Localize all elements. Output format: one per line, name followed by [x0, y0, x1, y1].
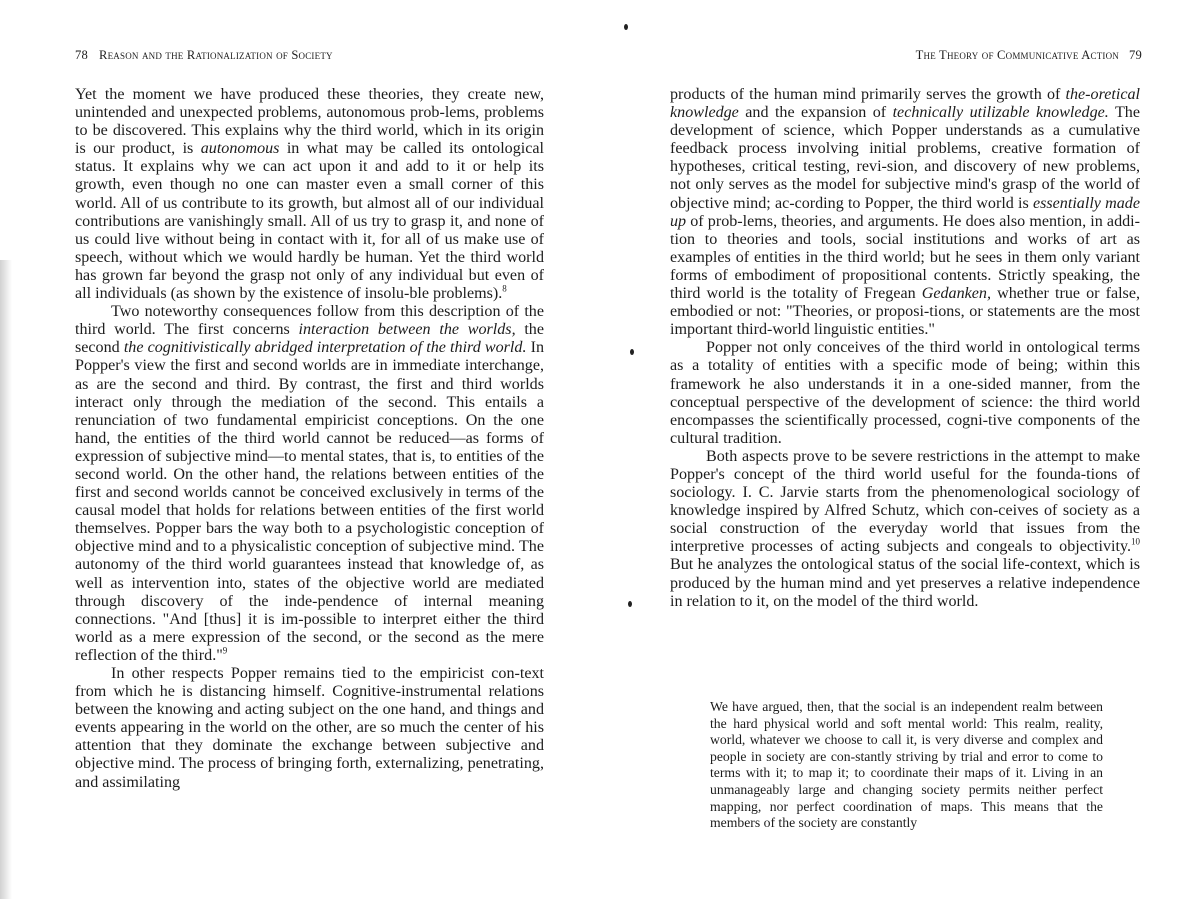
block-quote: We have argued, then, that the social is an independent realm between the hard physical world and soft mental world: This realm, reality, world, whatever we choose to call it, is very diverse and complex and people in society are con-stantly striving by trial and error to come to terms with it; to map it; to coordinate their maps of it. Living in an unmanageably large and changing society permits neither perfect mapping, nor perfect coordination of maps. This means that the members of the society are constantly [710, 699, 1103, 831]
text-run: In other respects Popper remains tied to the empiricist con-text from which he is distancing himself. Cognitive-instrumental relations between the knowing and acting subject on the one hand, and things and events appearing in the world on the other, are so much the center of his attention that they dominate the exchange between subjective and objective mind. The process of bringing forth, externalizing, penetrating, and assimilating [75, 665, 544, 791]
gutter-ink-mark [630, 349, 634, 355]
text-run: whether true or false, embodied or not: "Theories, or proposi-tions, or statements are the most important third-world linguistic entities." [670, 285, 1140, 339]
footnote-marker: 8 [502, 283, 507, 294]
text-run: the second [75, 321, 544, 357]
right-running-head [916, 47, 1142, 63]
footnote-marker: 9 [222, 645, 228, 656]
left-page-number: 78 [75, 48, 88, 62]
page-edge-shadow [0, 260, 12, 899]
text-run: Two noteworthy consequences follow from this description of the third world. The first concerns [75, 303, 544, 339]
gutter-ink-mark [628, 601, 632, 607]
right-paragraph-1 [670, 86, 1140, 339]
left-running-head-title: Reason and the Rationalization of Society [99, 48, 333, 62]
text-run: Yet the moment we have produced these theories, they create new, unintended and unexpected problems, autonomous prob-lems, problems to be discovered. This explains why the third world, which in its origin is our product, is [75, 86, 544, 158]
left-paragraph-2 [75, 303, 544, 665]
italic-run: the-oretical knowledge [670, 86, 1140, 122]
right-body-text [670, 86, 1140, 611]
gutter-ink-mark [624, 24, 628, 30]
italic-run: autonomous [200, 140, 280, 158]
text-run: products of the human mind primarily serves the growth of [670, 86, 1066, 103]
left-paragraph-3 [75, 665, 544, 792]
italic-run: Gedanken, [921, 285, 991, 303]
italic-run: essentially made up [670, 194, 1140, 230]
text-run: in what may be called its ontological status. It explains why we can act upon it and add to it or help its growth, even though no one can master even a small corner of this world. All of us contribute to its growth, but almost all of our individual contributions are vanishingly small. All of us try to grasp it, and none of us could live without being in contact with it, for all of us make use of speech, without which we would hardly be human. Yet the third world has grown far beyond the grasp not only of any individual but even of all individuals (as shown by the existence of insolu-ble problems). [75, 140, 544, 303]
left-body-text [75, 86, 544, 792]
right-page-number: 79 [1129, 48, 1142, 62]
italic-run: technically utilizable knowledge. [892, 104, 1109, 122]
right-page [600, 0, 1199, 899]
footnote-marker: 10 [1131, 536, 1140, 547]
text-run: of prob-lems, theories, and arguments. He does also mention, in addi-tion to theories and tools, social institutions and works of art as examples of entities in the third world; but he sees in them only variant forms of embodiment of propositional contents. Strictly speaking, the third world is the totality of Fregean [670, 212, 1140, 303]
left-paragraph-1 [75, 86, 544, 303]
text-run: Both aspects prove to be severe restrictions in the attempt to make Popper's concept of the third world useful for the founda-tions of sociology. I. C. Jarvie starts from the phenomenological sociology of knowledge inspired by Alfred Schutz, which con-ceives of society as a social construction of the everyday world that issues from the interpretive processes of acting subjects and congeals to objectivity. [670, 447, 1140, 556]
text-run: But he analyzes the ontological status of the social life-context, which is produced by the human mind and yet preserves a relative independence in relation to it, on the model of the third world. [670, 556, 1140, 610]
text-run: and the expansion of [738, 104, 893, 122]
right-paragraph-2 [670, 339, 1140, 448]
right-paragraph-3 [670, 448, 1140, 611]
italic-run: the cognitivistically abridged interpretation of the third world. [123, 339, 527, 357]
italic-run: interaction between the worlds, [298, 321, 516, 339]
right-running-head-title: The Theory of Communicative Action [915, 48, 1119, 62]
text-run: In Popper's view the first and second worlds are in immediate interchange, as are the second and third. By contrast, the first and third worlds interact only through the mediation of the second. This entails a renunciation of two fundamental empiricist conceptions. On the one hand, the entities of the third world cannot be reduced—as forms of expression of subjective mind—to mental states, that is, to entities of the second world. On the other hand, the relations between entities of the first and second worlds cannot be conceived exclusively in terms of the causal model that holds for relations between entities of the first world themselves. Popper bars the way both to a psychologistic conception of objective mind and to a physicalistic conception of subjective mind. The autonomy of the third world guarantees instead that knowledge of, as well as intervention into, states of the objective world are mediated through discovery of the inde-pendence of internal meaning connections. "And [thus] it is im-possible to interpret either the third world as a mere expression of the second, or the second as the mere reflection of the third." [75, 339, 544, 664]
left-running-head [75, 47, 333, 63]
text-run: Popper not only conceives of the third world in ontological terms as a totality of entities with a specific mode of being; within this framework he also understands it in a one-sided manner, from the conceptual perspective of the development of science: the third world encompasses the scientifically processed, cogni-tive components of the cultural tradition. [670, 339, 1140, 447]
text-run: The development of science, which Popper understands as a cumulative feedback process involving initial problems, creative formation of hypotheses, critical testing, revi-sion, and discovery of new problems, not only serves as the model for subjective mind's grasp of the world of objective mind; ac-cording to Popper, the third world is [670, 104, 1140, 212]
